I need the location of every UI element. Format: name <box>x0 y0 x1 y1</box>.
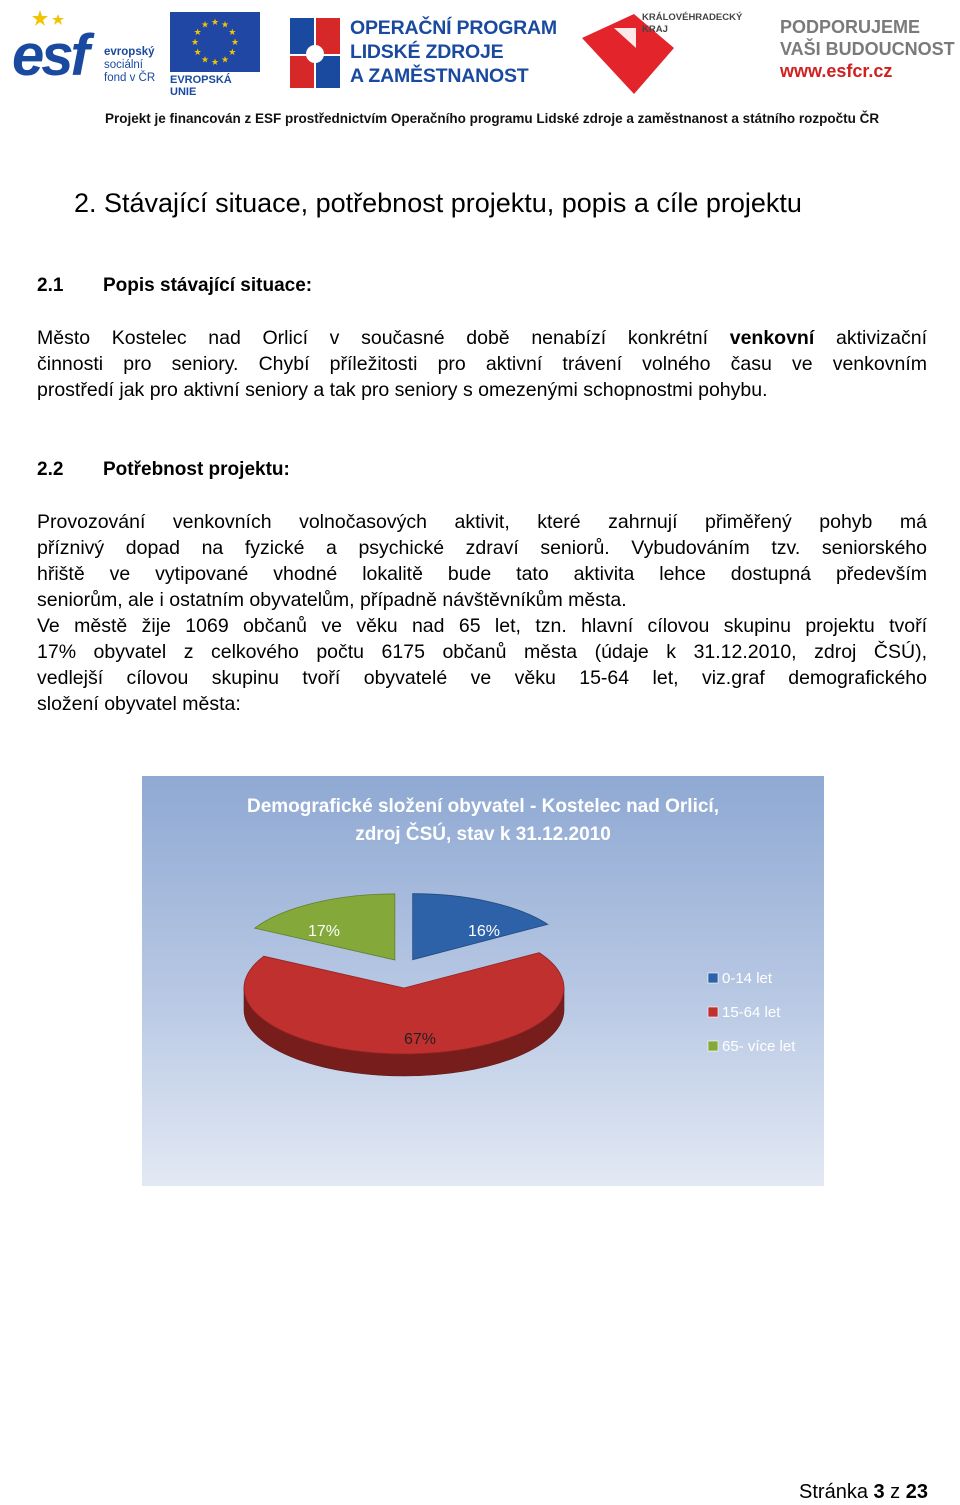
eu-star-icon: ★ <box>193 47 202 57</box>
eu-star-icon: ★ <box>200 54 210 65</box>
emphasis-venkovni: venkovní <box>729 327 815 349</box>
eu-caption: EVROPSKÁ UNIE <box>170 74 232 98</box>
legend-swatch <box>708 1007 718 1017</box>
pie-data-label: 16% <box>467 923 501 940</box>
paragraph-line: seniorům, ale i ostatním obyvatelům, případně návštěvníkům města. <box>37 589 627 611</box>
eu-star-icon: ★ <box>200 19 210 30</box>
op-line2: LIDSKÉ ZDROJE <box>350 41 504 63</box>
eu-star-icon: ★ <box>228 27 237 37</box>
eu-star-icon: ★ <box>230 37 240 47</box>
eu-star-icon: ★ <box>220 19 230 30</box>
section-title: 2. Stávající situace, potřebnost projektu, popis a cíle projektu <box>74 188 802 218</box>
kraj-text <box>642 12 742 36</box>
legend-label: 15-64 let <box>722 1004 781 1021</box>
legend-swatch <box>708 973 718 983</box>
legend-label: 0-14 let <box>722 970 773 987</box>
paragraph-line: vedlejší cílovou skupinu tvoří obyvatelé ve věku 15-64 let, viz.graf demografického <box>37 667 927 689</box>
esf-line2: sociální <box>104 59 143 71</box>
eu-star-icon: ★ <box>228 47 237 57</box>
op-logo <box>290 10 560 92</box>
op-line3: A ZAMĚSTNANOST <box>350 65 529 87</box>
eu-star-icon: ★ <box>193 27 202 37</box>
paragraph-line: prostředí jak pro aktivní seniory a tak pro seniory s omezenými schopnostmi pohybu. <box>37 379 768 401</box>
subsection-number: 2.2 <box>37 459 64 480</box>
subsection-title: Potřebnost projektu: <box>103 459 290 480</box>
paragraph-line: Ve městě žije 1069 občanů ve věku nad 65 let, tzn. hlavní cílovou skupinu projektu tvoří <box>37 615 927 637</box>
kraj-line1: KRÁLOVÉHRADECKÝ <box>642 12 743 23</box>
slogan-url: www.esfcr.cz <box>780 61 893 81</box>
footer-prefix: Stránka <box>799 1481 874 1503</box>
header-logo-band <box>0 0 960 140</box>
slogan-line1: PODPORUJEME <box>780 17 921 37</box>
esf-line1: evropský <box>104 46 155 58</box>
esf-logo-text <box>104 46 155 85</box>
esf-letters: esf <box>12 23 87 88</box>
paragraph-line: Provozování venkovních volnočasových aktivit, které zahrnují přiměřený pohyb má <box>37 511 927 533</box>
chart-title-line: Demografické složení obyvatel - Kostelec nad Orlicí, <box>247 796 719 817</box>
slogan-line2: VAŠI BUDOUCNOST <box>780 39 955 59</box>
subsection-heading-2-1 <box>37 273 312 299</box>
paragraph-2-2 <box>37 509 927 717</box>
demographic-pie-chart <box>142 776 824 1186</box>
paragraph-line: 17% obyvatel z celkového počtu 6175 občanů města (údaje k 31.12.2010, zdroj ČSÚ), <box>37 641 927 663</box>
pie-data-label: 67% <box>403 1031 437 1048</box>
pie-chart-svg <box>142 776 824 1186</box>
esf-logo <box>12 12 162 92</box>
funding-note: Projekt je financován z ESF prostřednictvím Operačního programu Lidské zdroje a zaměstnanost a státního rozpočtu ČR <box>105 111 880 126</box>
eu-logo <box>170 12 260 98</box>
eu-star-icon: ★ <box>190 37 200 47</box>
legend-label: 65- více let <box>722 1038 796 1055</box>
pie-data-label: 17% <box>307 923 341 940</box>
op-figure-icon <box>290 10 340 88</box>
page-footer <box>799 1479 928 1505</box>
eu-star-icon: ★ <box>210 57 220 67</box>
paragraph-line: složení obyvatel města: <box>37 693 241 715</box>
paragraph-line: příznivý dopad na fyzické a psychické zdraví seniorů. Vybudováním tzv. seniorského <box>37 537 927 559</box>
subsection-number: 2.1 <box>37 275 64 296</box>
footer-page-number: 3 <box>873 1481 885 1503</box>
eu-flag-icon <box>170 12 260 72</box>
paragraph-2-1 <box>37 325 927 403</box>
subsection-heading-2-2 <box>37 457 290 483</box>
chart-title-line: zdroj ČSÚ, stav k 31.12.2010 <box>355 824 611 845</box>
eu-star-icon: ★ <box>220 54 230 65</box>
slogan-logo <box>780 16 960 82</box>
paragraph-line: činnosti pro seniory. Chybí příležitosti pro aktivní trávení volného času ve venkovním <box>37 353 927 375</box>
kraj-logo <box>574 8 759 98</box>
op-line1: OPERAČNÍ PROGRAM <box>350 17 557 39</box>
footer-mid: z <box>884 1481 906 1503</box>
paragraph-line: Město Kostelec nad Orlicí v současné době nenabízí konkrétní venkovní aktivizační <box>37 327 928 349</box>
eu-star-icon: ★ <box>210 17 220 27</box>
paragraph-line: hřiště ve vytipované vhodné lokalitě bude tato aktivita lehce dostupná především <box>37 563 927 585</box>
op-logo-text <box>350 16 557 88</box>
subsection-title: Popis stávající situace: <box>103 275 313 296</box>
footer-page-total: 23 <box>905 1481 928 1503</box>
kraj-line2: KRAJ <box>642 24 668 35</box>
esf-line3: fond v ČR <box>104 72 156 84</box>
legend-swatch <box>708 1041 718 1051</box>
